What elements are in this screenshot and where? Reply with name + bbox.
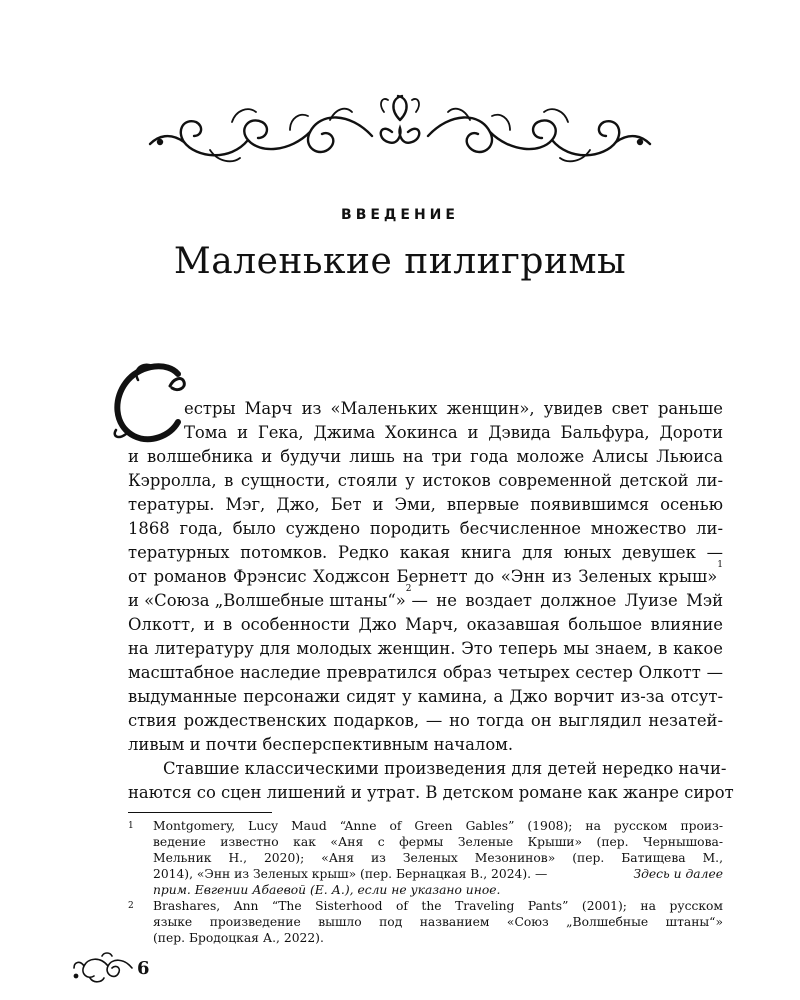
- footnote-1-line-2: ведение известно как «Аня с фермы Зеленые Крыши» (пер. Чернышова-: [153, 835, 723, 849]
- footnote-1-line-3: Мельник Н., 2020); «Аня из Зеленых Мезонинов» (пер. Батищева М.,: [153, 851, 723, 865]
- footnote-2-line-1: Brashares, Ann “The Sisterhood of the Traveling Pants” (2001); на русском: [153, 899, 723, 913]
- body-line-10: Олкотт, и в особенности Джо Марч, оказавшая большое влияние: [128, 615, 723, 634]
- body-line-9-text-b: — не воздает должное Луизе Мэй: [411, 591, 723, 610]
- chapter-kicker: ВВЕДЕНИЕ: [341, 207, 459, 223]
- body-line-8: [128, 560, 723, 589]
- footnote-1-italic-tail: Здесь и далее: [633, 867, 723, 881]
- body-line-4: Кэрролла, в сущности, стояли у истоков современной детской ли-: [128, 471, 723, 490]
- body-line-8-text: от романов Фрэнсис Ходжсон Бернетт до «Энн из Зеленых крыш»: [128, 567, 718, 586]
- corner-flourish-icon: [72, 950, 136, 984]
- footnote-1-line-4: [153, 866, 723, 882]
- body-line-2: Тома и Гека, Джима Хокинса и Дэвида Бальфура, Дороти: [184, 423, 723, 442]
- body-line-1: естры Марч из «Маленьких женщин», увидев свет раньше: [184, 399, 723, 418]
- footnote-1-line-5: прим. Евгении Абаевой (Е. А.), если не указано иное.: [153, 883, 501, 897]
- body-line-9: [128, 584, 723, 613]
- body-line-14: ствия рождественских подарков, — но тогда он выглядил незатей-: [128, 711, 723, 730]
- body-line-16: Ставшие классическими произведения для детей нередко начи-: [163, 759, 727, 778]
- footnote-number-1: 1: [128, 821, 134, 831]
- footnote-ref-1[interactable]: 1: [717, 560, 723, 570]
- body-line-7: тературных потомков. Редко какая книга для юных девушек —: [128, 543, 723, 562]
- footnote-ref-2[interactable]: 2: [405, 584, 412, 594]
- body-line-3: и волшебника и будучи лишь на три года моложе Алисы Льюиса: [128, 447, 723, 466]
- footnote-2-line-2: языке произведение вышло под названием «Союз „Волшебные штаны“»: [153, 915, 723, 929]
- footnote-1-line-1: Montgomery, Lucy Maud “Anne of Green Gables” (1908); на русском произ-: [153, 819, 723, 833]
- page-number: 6: [137, 958, 150, 979]
- body-line-13: выдуманные персонажи сидят у камина, а Джо ворчит из-за отсут-: [128, 687, 723, 706]
- footnote-number-2: 2: [128, 901, 134, 911]
- chapter-title: Маленькие пилигримы: [173, 241, 627, 282]
- drop-cap: [108, 360, 190, 444]
- decorative-ornament: [140, 92, 660, 172]
- footnote-1-line-4-text: 2014), «Энн из Зеленых крыш» (пер. Бернацкая В., 2024). —: [153, 867, 548, 881]
- body-line-12: масштабное наследие превратился образ четырех сестер Олкотт —: [128, 663, 723, 682]
- body-line-6: 1868 года, было суждено породить бесчисленное множество ли-: [128, 519, 723, 538]
- footnote-2-line-3: (пер. Бродоцкая А., 2022).: [153, 931, 324, 945]
- body-line-5: тературы. Мэг, Джо, Бет и Эми, впервые появившимся осенью: [128, 495, 723, 514]
- footnote-divider: [128, 812, 272, 813]
- body-line-17: наются со сцен лишений и утрат. В детском романе как жанре сирот: [128, 783, 734, 802]
- body-line-15: ливым и почти бесперспективным началом.: [128, 735, 514, 754]
- body-line-9-text-a: и «Союза „Волшебные штаны“»: [128, 591, 406, 610]
- body-line-11: на литературу для молодых женщин. Это теперь мы знаем, в какое: [128, 639, 723, 658]
